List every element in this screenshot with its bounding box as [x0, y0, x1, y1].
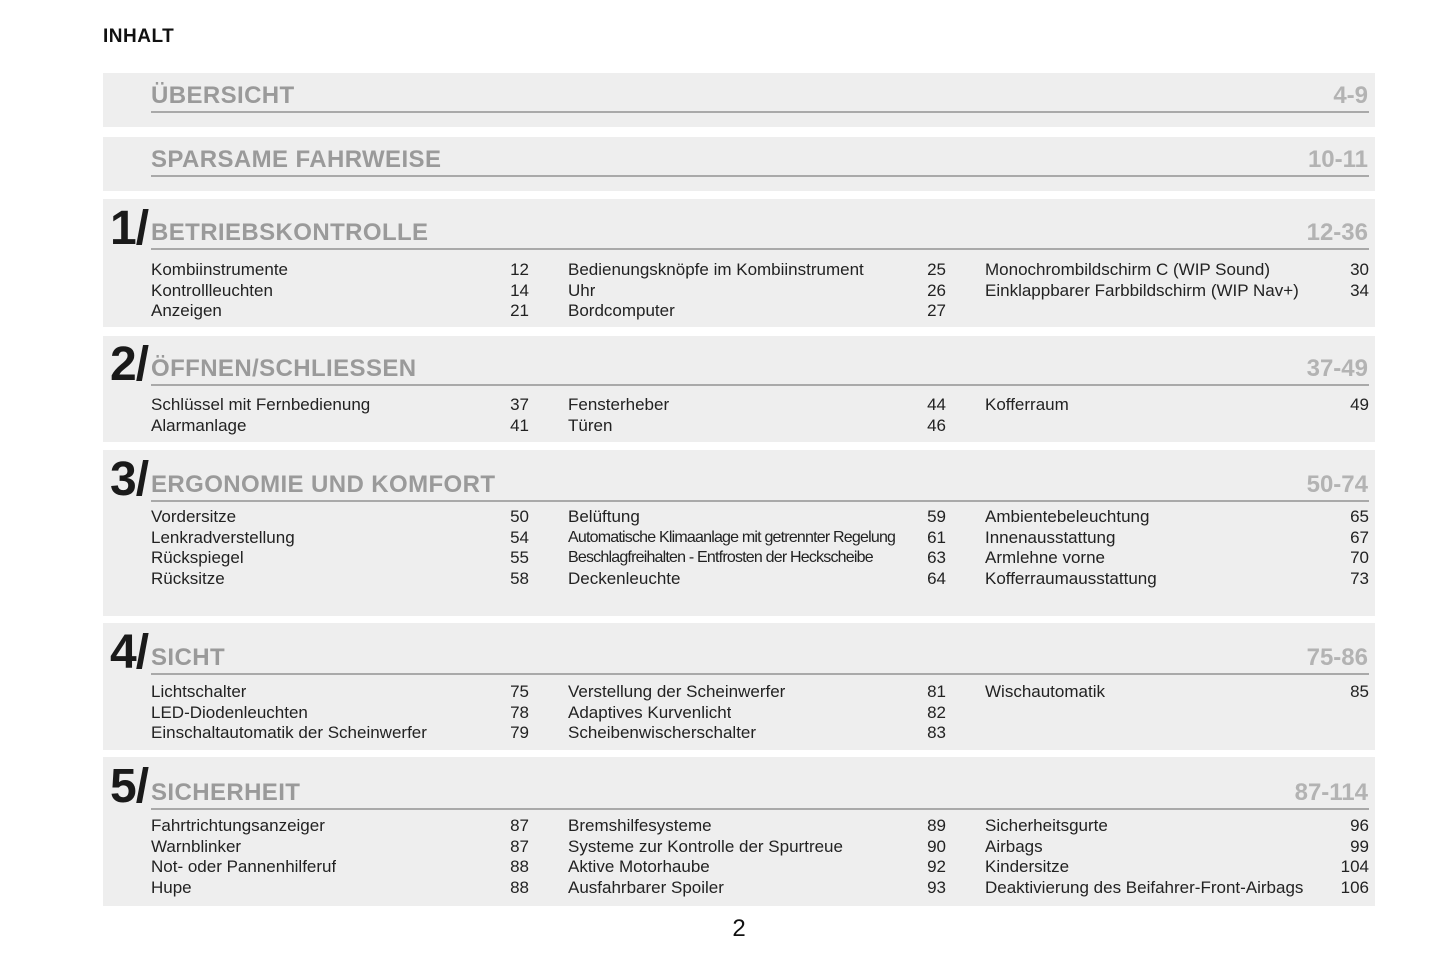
- toc-entry[interactable]: [985, 857, 1369, 878]
- section-title[interactable]: ÜBERSICHT: [151, 82, 295, 109]
- toc-entry[interactable]: [568, 281, 985, 302]
- entry-label: Rücksitze: [151, 568, 225, 588]
- toc-section-5: [103, 757, 1375, 906]
- toc-entry[interactable]: [568, 857, 985, 878]
- entry-page: 75: [510, 682, 529, 701]
- section-header: [151, 645, 1369, 675]
- toc-entry[interactable]: [151, 682, 568, 703]
- entry-page: 58: [510, 568, 529, 588]
- entry-page: 26: [927, 280, 946, 300]
- entry-page: 49: [1350, 395, 1369, 414]
- entry-column: [985, 682, 1369, 744]
- toc-entry[interactable]: [568, 528, 985, 549]
- toc-entry[interactable]: [985, 281, 1369, 302]
- entry-label: Automatische Klimaanlage mit getrennter Regelung: [568, 528, 896, 546]
- entry-page: 78: [510, 702, 529, 722]
- toc-entry[interactable]: [151, 878, 568, 899]
- entry-page: 46: [927, 415, 946, 435]
- entry-page: 90: [927, 836, 946, 856]
- toc-entry[interactable]: [985, 878, 1369, 899]
- entry-page: 83: [927, 723, 946, 742]
- toc-entry[interactable]: [151, 723, 568, 744]
- entry-page: 87: [510, 836, 529, 856]
- toc-entry[interactable]: [151, 260, 568, 281]
- entry-label: Scheibenwischerschalter: [568, 723, 757, 742]
- entry-label: Kontrollleuchten: [151, 280, 273, 300]
- entry-page: 37: [510, 395, 529, 414]
- entry-label: Wischautomatik: [985, 682, 1105, 701]
- entry-page: 82: [927, 702, 946, 722]
- entry-label: Armlehne vorne: [985, 548, 1106, 567]
- entry-label: Bordcomputer: [568, 301, 675, 320]
- toc-section-4: [103, 623, 1375, 750]
- entry-page: 27: [927, 301, 946, 320]
- entry-label: Rückspiegel: [151, 548, 244, 567]
- toc-entry[interactable]: [985, 395, 1369, 416]
- entry-page: 106: [1340, 877, 1369, 897]
- toc-entry[interactable]: [985, 816, 1369, 837]
- toc-entry[interactable]: [985, 548, 1369, 569]
- entry-label: Alarmanlage: [151, 415, 247, 435]
- section-title[interactable]: ÖFFNEN/SCHLIESSEN: [151, 355, 417, 382]
- entry-label: Lichtschalter: [151, 682, 247, 701]
- toc-entry[interactable]: [985, 569, 1369, 590]
- entry-page: 61: [927, 527, 946, 547]
- entry-column: [985, 507, 1369, 589]
- entry-label: Kindersitze: [985, 857, 1070, 876]
- toc-entry[interactable]: [151, 548, 568, 569]
- section-title[interactable]: BETRIEBSKONTROLLE: [151, 219, 429, 246]
- entry-page: 34: [1350, 280, 1369, 300]
- entry-page: 41: [510, 415, 529, 435]
- section-title[interactable]: SICHERHEIT: [151, 779, 301, 806]
- section-header: [151, 472, 1369, 502]
- entry-label: Fensterheber: [568, 395, 670, 414]
- page-number: 2: [732, 915, 746, 942]
- entry-page: 12: [510, 260, 529, 279]
- entry-column: [568, 816, 985, 898]
- toc-entry[interactable]: [151, 281, 568, 302]
- entry-label: Warnblinker: [151, 836, 242, 856]
- entry-label: Einschaltautomatik der Scheinwerfer: [151, 723, 427, 742]
- toc-entry[interactable]: [568, 301, 985, 322]
- entry-column: [985, 816, 1369, 898]
- entry-label: Ausfahrbarer Spoiler: [568, 877, 724, 897]
- toc-entry[interactable]: [568, 703, 985, 724]
- section-header: [151, 147, 1369, 177]
- entry-page: 73: [1350, 568, 1369, 588]
- entry-page: 99: [1350, 836, 1369, 856]
- toc-entry[interactable]: [985, 507, 1369, 528]
- entry-page: 44: [927, 395, 946, 414]
- entry-page: 88: [510, 857, 529, 876]
- page-title: INHALT: [103, 26, 175, 47]
- entry-label: Türen: [568, 415, 613, 435]
- entry-label: Schlüssel mit Fernbedienung: [151, 395, 371, 414]
- toc-entry[interactable]: [985, 837, 1369, 858]
- toc-economy[interactable]: [103, 137, 1375, 191]
- entry-page: 79: [510, 723, 529, 742]
- entry-label: Uhr: [568, 280, 596, 300]
- entry-label: Not- oder Pannenhilferuf: [151, 857, 337, 876]
- section-title[interactable]: SPARSAME FAHRWEISE: [151, 146, 442, 173]
- toc-entry[interactable]: [151, 703, 568, 724]
- toc-section-1: [103, 199, 1375, 327]
- entry-page: 65: [1350, 507, 1369, 526]
- entry-page: 85: [1350, 682, 1369, 701]
- entry-page: 104: [1340, 857, 1369, 876]
- toc-entry[interactable]: [985, 682, 1369, 703]
- entry-label: Kofferraum: [985, 395, 1069, 414]
- entry-label: Ambientebeleuchtung: [985, 507, 1150, 526]
- entry-label: Belüftung: [568, 507, 640, 526]
- entry-page: 88: [510, 877, 529, 897]
- section-page-range[interactable]: 87-114: [1294, 779, 1368, 806]
- section-entries: [151, 395, 1369, 436]
- section-header: [151, 83, 1369, 113]
- entry-label: Deaktivierung des Beifahrer-Front-Airbags: [985, 877, 1304, 897]
- toc-overview[interactable]: [103, 73, 1375, 127]
- entry-column: [568, 507, 985, 589]
- section-entries: [151, 682, 1369, 744]
- entry-page: 54: [510, 527, 529, 547]
- toc-entry[interactable]: [568, 395, 985, 416]
- toc-entry[interactable]: [151, 395, 568, 416]
- section-entries: [151, 260, 1369, 322]
- section-header: [151, 220, 1369, 250]
- entry-column: [151, 507, 568, 589]
- toc-entry[interactable]: [151, 837, 568, 858]
- entry-label: Bedienungsknöpfe im Kombiinstrument: [568, 260, 864, 279]
- toc-entry[interactable]: [985, 528, 1369, 549]
- section-number: 5/: [110, 760, 149, 813]
- section-number: 4/: [110, 626, 149, 679]
- entry-label: Lenkradverstellung: [151, 527, 295, 547]
- toc-entry[interactable]: [151, 416, 568, 437]
- entry-label: Bremshilfesysteme: [568, 816, 712, 835]
- section-header: [151, 356, 1369, 386]
- section-header: [151, 780, 1369, 810]
- entry-label: Verstellung der Scheinwerfer: [568, 682, 786, 701]
- entry-page: 87: [510, 816, 529, 835]
- toc-entry[interactable]: [568, 878, 985, 899]
- entry-page: 89: [927, 816, 946, 835]
- entry-label: Einklappbarer Farbbildschirm (WIP Nav+): [985, 280, 1299, 300]
- section-title[interactable]: ERGONOMIE UND KOMFORT: [151, 471, 496, 498]
- toc-entry[interactable]: [985, 260, 1369, 281]
- section-entries: [151, 507, 1369, 589]
- toc-entry[interactable]: [151, 857, 568, 878]
- section-page-range[interactable]: 37-49: [1306, 355, 1368, 382]
- toc-entry[interactable]: [568, 416, 985, 437]
- entry-label: Airbags: [985, 836, 1043, 856]
- entry-column: [151, 682, 568, 744]
- section-page-range[interactable]: 12-36: [1306, 219, 1368, 246]
- entry-page: 81: [927, 682, 946, 701]
- entry-page: 14: [510, 280, 529, 300]
- section-number: 1/: [110, 202, 149, 255]
- entry-page: 63: [927, 548, 946, 567]
- entry-label: Hupe: [151, 877, 192, 897]
- toc-entry[interactable]: [568, 260, 985, 281]
- entry-column: [151, 260, 568, 322]
- toc-entry[interactable]: [568, 837, 985, 858]
- section-entries: [151, 816, 1369, 898]
- entry-page: 25: [927, 260, 946, 279]
- section-number: 2/: [110, 338, 149, 391]
- entry-label: Systeme zur Kontrolle der Spurtreue: [568, 836, 843, 856]
- entry-page: 92: [927, 857, 946, 876]
- entry-page: 93: [927, 877, 946, 897]
- toc-entry[interactable]: [568, 548, 985, 569]
- entry-column: [568, 260, 985, 322]
- toc-entry[interactable]: [568, 816, 985, 837]
- entry-column: [151, 395, 568, 436]
- entry-label: Deckenleuchte: [568, 568, 681, 588]
- toc-entry[interactable]: [151, 816, 568, 837]
- section-page-range[interactable]: 50-74: [1306, 471, 1368, 498]
- entry-page: 21: [510, 301, 529, 320]
- entry-page: 64: [927, 568, 946, 588]
- toc-entry[interactable]: [568, 507, 985, 528]
- section-number: 3/: [110, 453, 149, 506]
- entry-label: Beschlagfreihalten - Entfrosten der Heckscheibe: [568, 549, 873, 566]
- entry-page: 55: [510, 548, 529, 567]
- entry-label: Kombiinstrumente: [151, 260, 289, 279]
- section-page-range[interactable]: 4-9: [1333, 82, 1368, 109]
- section-title[interactable]: SICHT: [151, 644, 225, 671]
- toc-entry[interactable]: [151, 301, 568, 322]
- entry-page: 30: [1350, 260, 1369, 279]
- entry-column: [568, 395, 985, 436]
- toc-entry[interactable]: [151, 507, 568, 528]
- section-page-range[interactable]: 10-11: [1307, 146, 1368, 173]
- entry-column: [151, 816, 568, 898]
- entry-page: 67: [1350, 527, 1369, 547]
- entry-label: Fahrtrichtungsanzeiger: [151, 816, 325, 835]
- entry-column: [985, 260, 1369, 322]
- entry-page: 59: [927, 507, 946, 526]
- entry-label: Anzeigen: [151, 301, 222, 320]
- toc-entry[interactable]: [568, 569, 985, 590]
- entry-page: 70: [1350, 548, 1369, 567]
- entry-label: Aktive Motorhaube: [568, 857, 710, 876]
- entry-label: Innenausstattung: [985, 527, 1116, 547]
- entry-label: Kofferraumausstattung: [985, 568, 1157, 588]
- toc-entry[interactable]: [151, 569, 568, 590]
- toc-section-3: [103, 450, 1375, 616]
- entry-label: Adaptives Kurvenlicht: [568, 702, 732, 722]
- entry-page: 50: [510, 507, 529, 526]
- toc-entry[interactable]: [568, 723, 985, 744]
- toc-section-2: [103, 336, 1375, 442]
- section-page-range[interactable]: 75-86: [1306, 644, 1368, 671]
- entry-label: Sicherheitsgurte: [985, 816, 1108, 835]
- entry-page: 96: [1350, 816, 1369, 835]
- entry-label: Monochrombildschirm C (WIP Sound): [985, 260, 1270, 279]
- entry-column: [568, 682, 985, 744]
- entry-label: Vordersitze: [151, 507, 237, 526]
- toc-entry[interactable]: [568, 682, 985, 703]
- entry-label: LED-Diodenleuchten: [151, 702, 308, 722]
- entry-column: [985, 395, 1369, 436]
- toc-entry[interactable]: [151, 528, 568, 549]
